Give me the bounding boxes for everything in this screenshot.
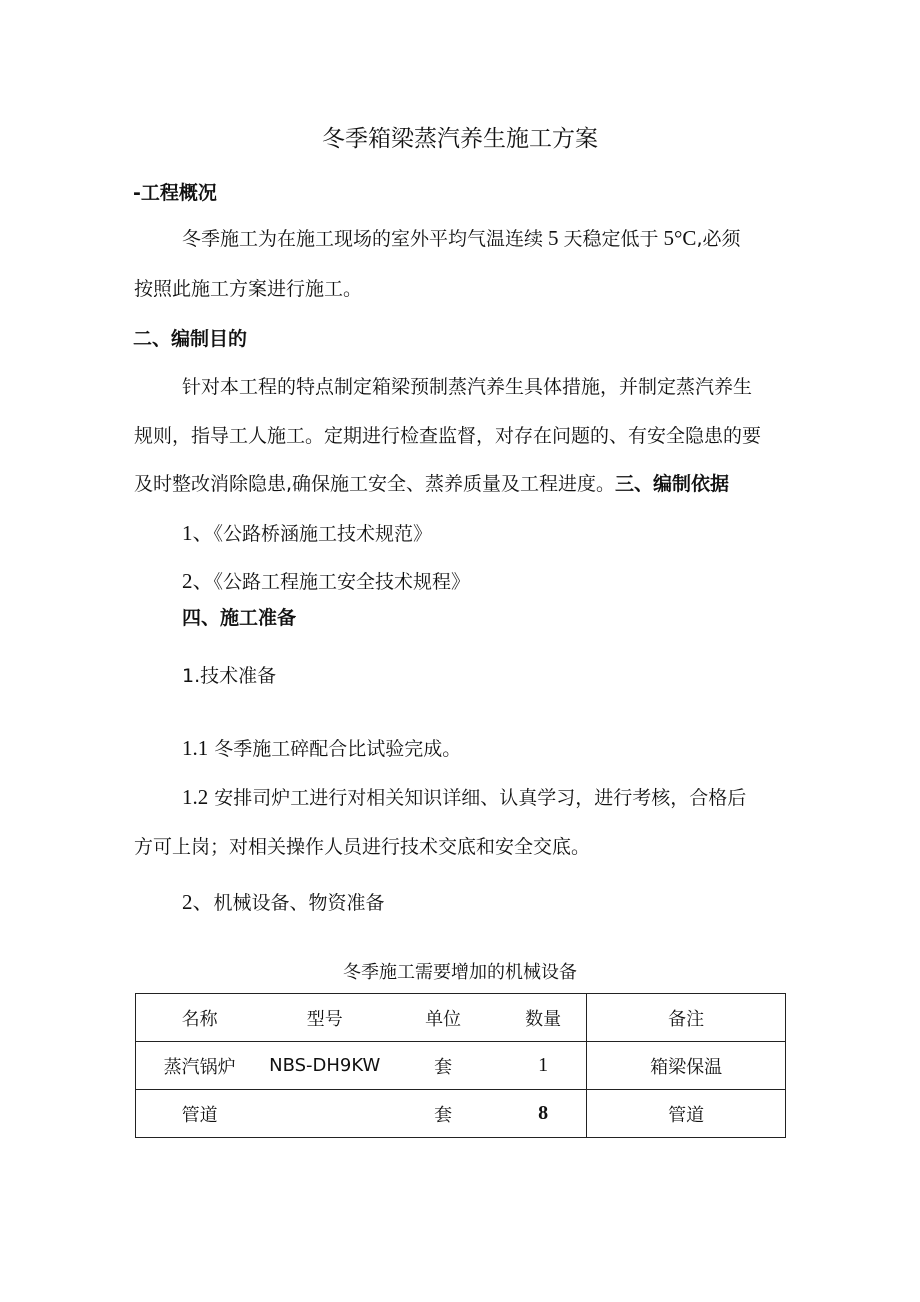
header-quantity: 数量 [500, 994, 587, 1042]
overview-text-c: ,必须 [696, 228, 741, 250]
overview-paragraph-line2: 按照此施工方案进行施工。 [134, 278, 363, 300]
header-unit: 单位 [386, 994, 500, 1042]
section-heading-basis: 三、编制依据 [615, 473, 730, 495]
overview-temp: 5°C [663, 226, 697, 250]
overview-days: 5 [548, 226, 559, 250]
purpose-line3: 及时整改消除隐患,确保施工安全、蒸养质量及工程进度。 [134, 473, 616, 495]
subsection-equipment-number: 2、 [182, 890, 214, 914]
item-1-1-number: 1.1 [182, 736, 209, 760]
purpose-line2: 规则，指导工人施工。定期进行检查监督，对存在问题的、有安全隐患的要 [134, 425, 762, 447]
cell-unit: 套 [386, 1090, 500, 1138]
item-1-2-number: 1.2 [182, 785, 209, 809]
reference-1 [182, 517, 432, 547]
cell-unit: 套 [386, 1042, 500, 1090]
overview-text-a: 冬季施工为在施工现场的室外平均气温连续 [182, 228, 544, 250]
reference-1-number: 1、 [182, 521, 214, 545]
item-1-2-text-line1: 安排司炉工进行对相关知识详细、认真学习，进行考核，合格后 [214, 787, 747, 809]
item-1-1 [182, 734, 461, 761]
subsection-technical-preparation: 1.技术准备 [182, 665, 277, 687]
reference-2-title: 《公路工程施工安全技术规程》 [213, 571, 471, 593]
table-header-row [136, 994, 786, 1042]
overview-paragraph-line1 [182, 224, 740, 251]
item-1-1-text: 冬季施工碎配合比试验完成。 [214, 738, 462, 760]
header-remark: 备注 [587, 994, 786, 1042]
item-1-2-text-line2: 方可上岗；对相关操作人员进行技术交底和安全交底。 [134, 836, 591, 858]
subsection-equipment-title: 机械设备、物资准备 [213, 892, 385, 914]
header-name: 名称 [136, 994, 264, 1042]
subsection-equipment [182, 886, 385, 916]
cell-model: NBS-DH9KW [263, 1042, 386, 1090]
table-row [136, 1042, 786, 1090]
cell-remark: 管道 [587, 1090, 786, 1138]
overview-text-b: 天稳定低于 [563, 228, 659, 250]
reference-2-number: 2、 [182, 569, 214, 593]
section-heading-overview: -工程概况 [133, 182, 217, 204]
reference-2 [182, 565, 470, 595]
cell-quantity: 1 [500, 1042, 587, 1090]
header-model: 型号 [263, 994, 386, 1042]
equipment-table [135, 993, 786, 1138]
reference-1-title: 《公路桥涵施工技术规范》 [213, 523, 433, 545]
purpose-line3-with-heading [134, 469, 729, 496]
cell-name: 蒸汽锅炉 [136, 1042, 264, 1090]
cell-model [263, 1090, 386, 1138]
item-1-2 [182, 783, 746, 810]
cell-quantity: 8 [500, 1090, 587, 1138]
section-heading-preparation: 四、施工准备 [182, 607, 297, 629]
table-row [136, 1090, 786, 1138]
purpose-line1: 针对本工程的特点制定箱梁预制蒸汽养生具体措施，并制定蒸汽养生 [182, 376, 753, 398]
cell-name: 管道 [136, 1090, 264, 1138]
section-heading-purpose: 二、编制目的 [133, 328, 248, 350]
cell-remark: 箱梁保温 [587, 1042, 786, 1090]
table-caption: 冬季施工需要增加的机械设备 [343, 962, 577, 983]
document-title: 冬季箱梁蒸汽养生施工方案 [322, 126, 598, 152]
